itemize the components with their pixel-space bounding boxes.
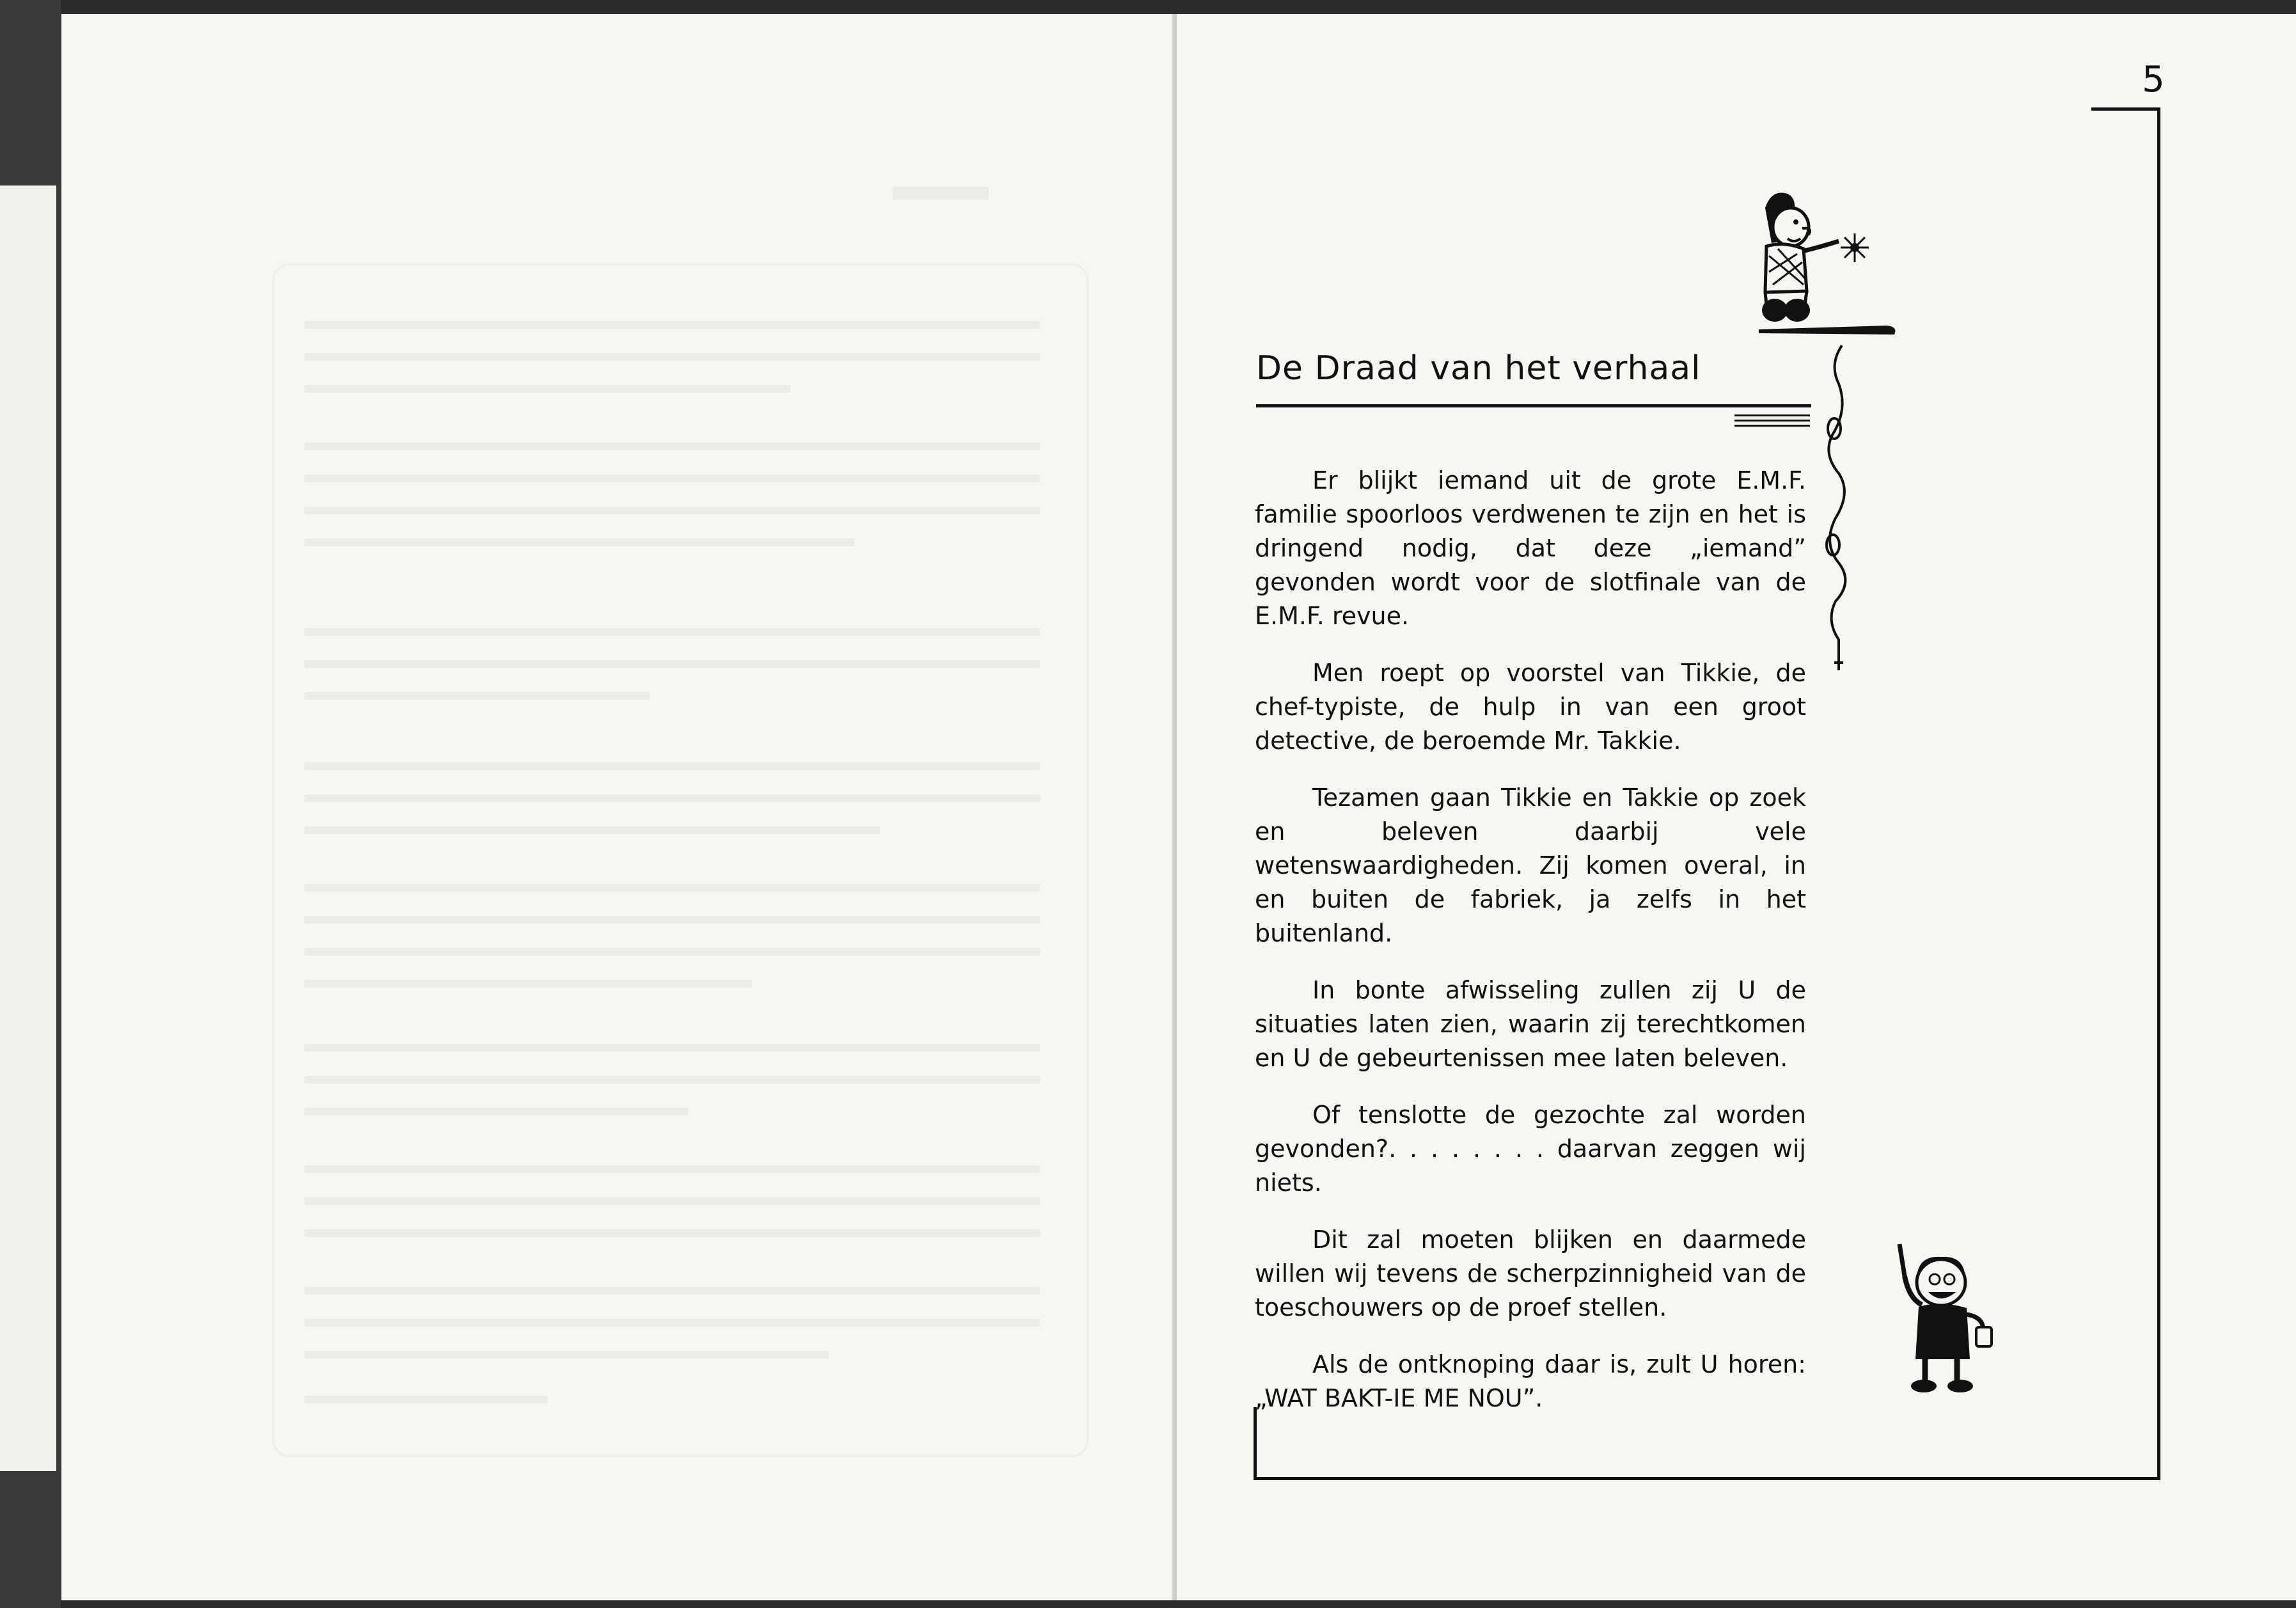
- show-through-line: [304, 692, 650, 700]
- show-through-line: [304, 1396, 547, 1403]
- story-paragraph: Of tenslotte de gezochte zal worden gevonden?. . . . . . . . daarvan zeggen wij niets.: [1255, 1101, 1806, 1197]
- show-through-line: [304, 794, 1040, 802]
- story-body: [1255, 464, 1806, 1439]
- show-through-line: [304, 1319, 1040, 1327]
- show-through-line: [304, 1197, 1040, 1205]
- show-through-line: [304, 1044, 1040, 1052]
- left-page: [61, 14, 1174, 1600]
- frame-line-top: [2091, 107, 2160, 111]
- show-through-line: [304, 628, 1040, 636]
- show-through-line: [304, 353, 1040, 361]
- show-through-line: [304, 443, 1040, 450]
- show-through-line: [304, 948, 1040, 956]
- show-through-line: [304, 507, 1040, 514]
- title-underline: [1256, 404, 1811, 407]
- story-paragraph: Men roept op voorstel van Tikkie, de chef-typiste, de hulp in van een groot detective, de beroemde Mr. Takkie.: [1255, 659, 1806, 755]
- frame-line-right: [2157, 107, 2160, 1480]
- show-through-line: [304, 884, 1040, 892]
- show-through-line: [304, 1229, 1040, 1237]
- story-paragraph: Dit zal moeten blijken en daarmede willen wij tevens de scherpzinnigheid van de toeschouwers op de proef stellen.: [1255, 1226, 1806, 1321]
- show-through-line: [304, 539, 854, 546]
- show-through-line: [304, 1165, 1040, 1173]
- man-with-raised-finger-icon: [1874, 1238, 2015, 1398]
- page-number: 5: [2142, 59, 2165, 100]
- story-paragraph: Als de ontknoping daar is, zult U horen: „WAT BAKT-IE ME NOU”.: [1255, 1350, 1806, 1412]
- story-paragraph: In bonte afwisseling zullen zij U de situaties laten zien, waarin zij terechtkomen en U de gebeurtenissen mee laten beleven.: [1255, 976, 1806, 1072]
- show-through-line: [304, 385, 790, 393]
- show-through-line: [304, 475, 1040, 482]
- show-through-line: [304, 1108, 688, 1115]
- story-paragraph: Er blijkt iemand uit de grote E.M.F. familie spoorloos verdwenen te zijn en het is dringend nodig, dat deze „iemand” gevonden wordt voor de slotfinale van de E.M.F. revue.: [1255, 466, 1806, 630]
- show-through-line: [304, 321, 1040, 329]
- frame-line-bottom: [1254, 1477, 2160, 1480]
- story-paragraph: Tezamen gaan Tikkie en Takkie op zoek en beleven daarbij vele wetenswaardigheden. Zij komen overal, in en buiten de fabriek, ja zelfs in het buitenland.: [1255, 784, 1806, 947]
- thread-decoration-icon: [1804, 320, 1880, 678]
- underlying-page-edge: [0, 185, 56, 1471]
- show-through-line: [304, 1287, 1040, 1295]
- show-through-line: [304, 916, 1040, 924]
- show-through-line: [304, 1076, 1040, 1084]
- show-through-line: [304, 1351, 829, 1359]
- show-through-line: [304, 826, 880, 834]
- story-title: De Draad van het verhaal: [1256, 349, 1701, 388]
- show-through-heading: [893, 187, 989, 200]
- title-decorative-lines: [1734, 414, 1810, 430]
- show-through-line: [304, 660, 1040, 668]
- show-through-line: [304, 762, 1040, 770]
- show-through-line: [304, 980, 752, 988]
